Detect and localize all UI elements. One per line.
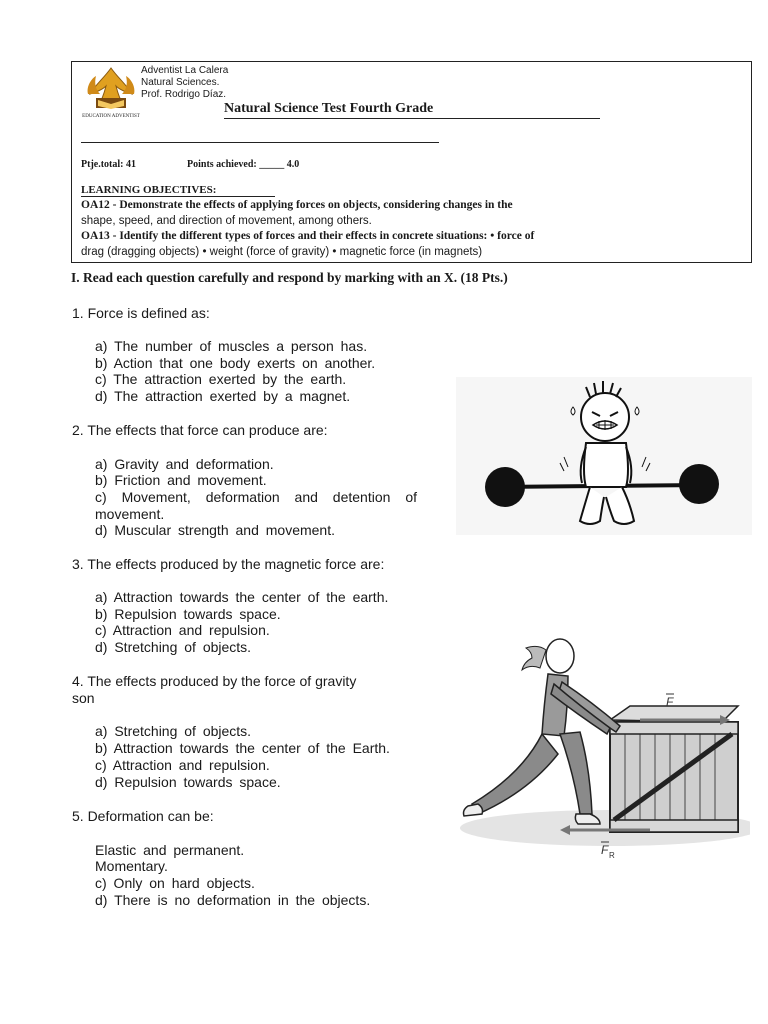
points-achieved: Points achieved: _____ 4.0 [187,159,300,170]
q3-option-c[interactable]: c) Attraction and repulsion. [95,622,270,638]
q5-option-b[interactable]: Momentary. [95,858,168,874]
q5-option-d[interactable]: d) There is no deformation in the objects. [95,892,371,908]
subject-name: Natural Sciences. [141,77,220,88]
teacher-name: Prof. Rodrigo Díaz. [141,89,227,100]
q4-option-c[interactable]: c) Attraction and repulsion. [95,757,270,773]
page-title: Natural Science Test Fourth Grade [224,101,600,119]
question-4: 4. The effects produced by the force of gravity [72,673,357,689]
q3-option-b[interactable]: b) Repulsion towards space. [95,606,281,622]
q1-option-a[interactable]: a) The number of muscles a person has. [95,338,368,354]
q1-option-b[interactable]: b) Action that one body exerts on another. [95,355,376,371]
q4-option-d[interactable]: d) Repulsion towards space. [95,774,281,790]
friction-label: F [601,843,609,857]
q5-option-a[interactable]: Elastic and permanent. [95,842,245,858]
student-name-line [81,142,439,143]
objective-oa13 [81,229,749,260]
question-4-continued: son [72,690,95,706]
q4-option-b[interactable]: b) Attraction towards the center of the Earth. [95,740,390,756]
school-info [141,65,228,101]
adventist-logo [82,64,140,126]
q2-option-d[interactable]: d) Muscular strength and movement. [95,522,335,538]
question-3: 3. The effects produced by the magnetic force are: [72,556,385,572]
oa12-heading: OA12 - Demonstrate the effects of applying forces on objects, considering changes in the [81,199,513,211]
logo-text: EDUCATION ADVENTIST [82,114,140,119]
objective-oa12 [81,198,749,229]
q4-option-a[interactable]: a) Stretching of objects. [95,723,252,739]
pushing-box-illustration [450,630,750,865]
objectives-title: LEARNING OBJECTIVES: [81,184,275,197]
force-label: F [666,695,674,709]
q2-option-b[interactable]: b) Friction and movement. [95,472,267,488]
question-2: 2. The effects that force can produce are: [72,422,328,438]
instructions: I. Read each question carefully and respond by marking with an X. (18 Pts.) [71,270,508,285]
q1-option-c[interactable]: c) The attraction exerted by the earth. [95,371,347,387]
question-1: 1. Force is defined as: [72,305,210,321]
points-row [81,159,299,170]
q2-option-c[interactable]: c) Movement, deformation and detention of movement. [95,489,417,522]
weightlifter-illustration [456,377,752,535]
q2-option-a[interactable]: a) Gravity and deformation. [95,456,274,472]
total-points: Ptje.total: 41 [81,159,136,170]
header-box [71,61,752,263]
q1-option-d[interactable]: d) The attraction exerted by a magnet. [95,388,351,404]
oa13-heading: OA13 - Identify the different types of forces and their effects in concrete situations: • force of [81,230,535,242]
oa12-text: shape, speed, and direction of movement, among others. [81,214,372,227]
oa13-text: drag (dragging objects) • weight (force of gravity) • magnetic force (in magnets) [81,245,483,258]
q3-option-d[interactable]: d) Stretching of objects. [95,639,252,655]
friction-subscript: R [609,851,615,860]
q3-option-a[interactable]: a) Attraction towards the center of the earth. [95,589,389,605]
question-5: 5. Deformation can be: [72,808,214,824]
q5-option-c[interactable]: c) Only on hard objects. [95,875,255,891]
school-name: Adventist La Calera [141,65,229,76]
